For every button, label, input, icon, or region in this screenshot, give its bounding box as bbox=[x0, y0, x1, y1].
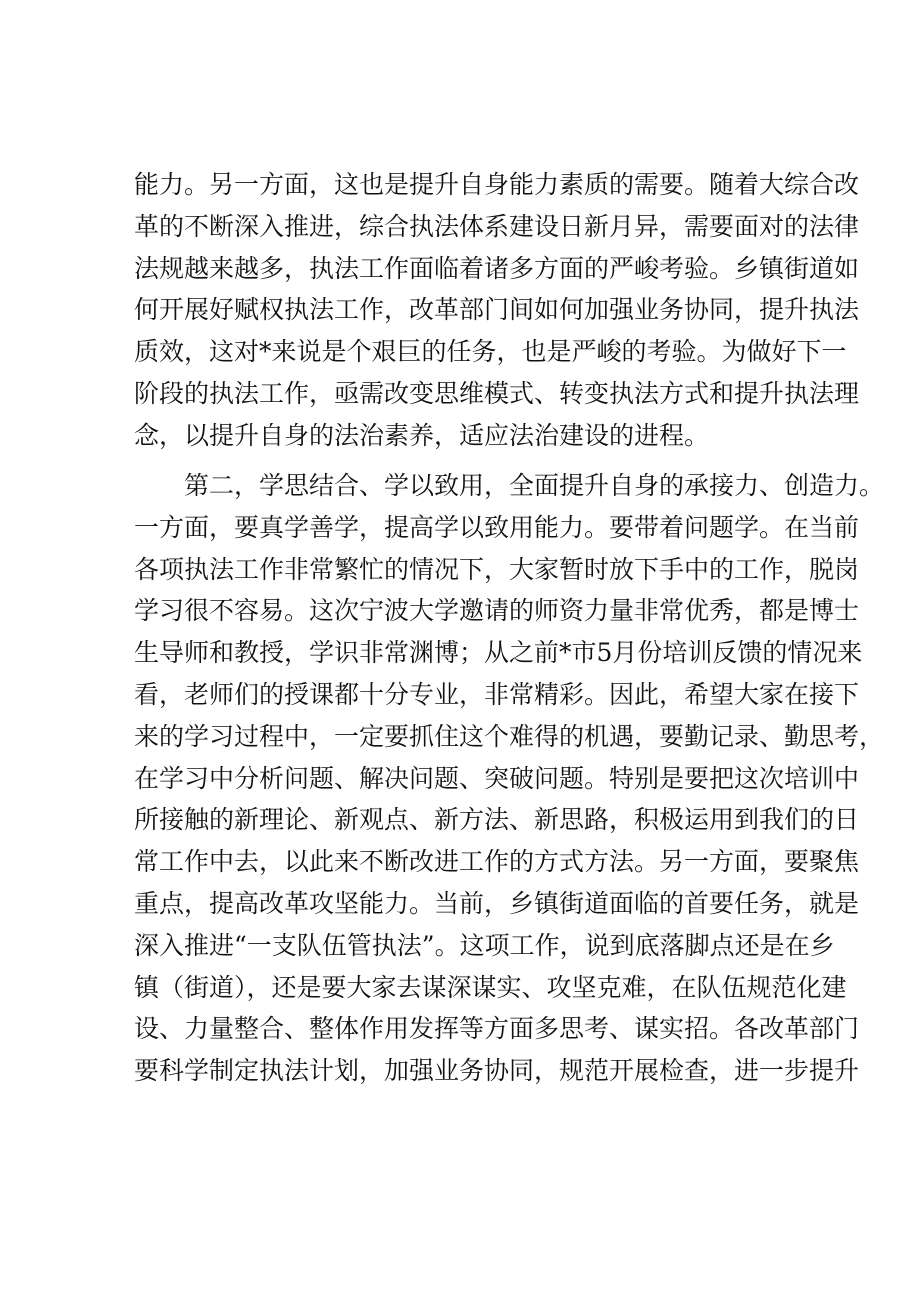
paragraph-line: 革的不断深入推进，综合执法体系建设日新月异，需要面对的法律 bbox=[134, 211, 860, 241]
paragraph-line: 一方面，要真学善学，提高学以致用能力。要带着问题学。在当前 bbox=[134, 512, 860, 542]
paragraph-1 bbox=[134, 164, 860, 457]
paragraph-line: 学习很不容易。这次宁波大学邀请的师资力量非常优秀，都是博士 bbox=[134, 596, 860, 626]
paragraph-line: 阶段的执法工作，亟需改变思维模式、转变执法方式和提升执法理 bbox=[134, 378, 860, 408]
paragraph-line: 来的学习过程中，一定要抓住这个难得的机遇，要勤记录、勤思考， bbox=[134, 721, 885, 751]
paragraph-line: 在学习中分析问题、解决问题、突破问题。特别是要把这次培训中 bbox=[134, 763, 860, 793]
paragraph-line: 各项执法工作非常繁忙的情况下，大家暂时放下手中的工作，脱岗 bbox=[134, 554, 860, 584]
paragraph-line: 设、力量整合、整体作用发挥等方面多思考、谋实招。各改革部门 bbox=[134, 1014, 860, 1044]
paragraph-line: 生导师和教授，学识非常渊博；从之前*市5月份培训反馈的情况来 bbox=[134, 638, 863, 668]
paragraph-2 bbox=[134, 465, 885, 1092]
paragraph-line: 念，以提升自身的法治素养，适应法治建设的进程。 bbox=[134, 420, 710, 450]
paragraph-line: 质效，这对*来说是个艰巨的任务，也是严峻的考验。为做好下一 bbox=[134, 337, 847, 367]
paragraph-line: 能力。另一方面，这也是提升自身能力素质的需要。随着大综合改 bbox=[134, 170, 860, 199]
paragraph-line: 常工作中去，以此来不断改进工作的方式方法。另一方面，要聚焦 bbox=[134, 847, 860, 877]
paragraph-line: 镇（街道），还是要大家去谋深谋实、攻坚克难，在队伍规范化建 bbox=[134, 972, 847, 1002]
paragraph-line: 第二，学思结合、学以致用，全面提升自身的承接力、创造力。 bbox=[184, 471, 885, 500]
paragraph-line: 法规越来越多，执法工作面临着诸多方面的严峻考验。乡镇街道如 bbox=[134, 253, 860, 283]
paragraph-line: 何开展好赋权执法工作，改革部门间如何加强业务协同，提升执法 bbox=[134, 295, 860, 325]
paragraph-line: 深入推进“一支队伍管执法”。这项工作，说到底落脚点还是在乡 bbox=[134, 930, 835, 960]
paragraph-line: 所接触的新理论、新观点、新方法、新思路，积极运用到我们的日 bbox=[134, 805, 860, 835]
paragraph-line: 看，老师们的授课都十分专业，非常精彩。因此，希望大家在接下 bbox=[134, 679, 860, 709]
paragraph-line: 重点，提高改革攻坚能力。当前，乡镇街道面临的首要任务，就是 bbox=[134, 888, 860, 918]
paragraph-line: 要科学制定执法计划，加强业务协同，规范开展检查，进一步提升 bbox=[134, 1056, 860, 1086]
